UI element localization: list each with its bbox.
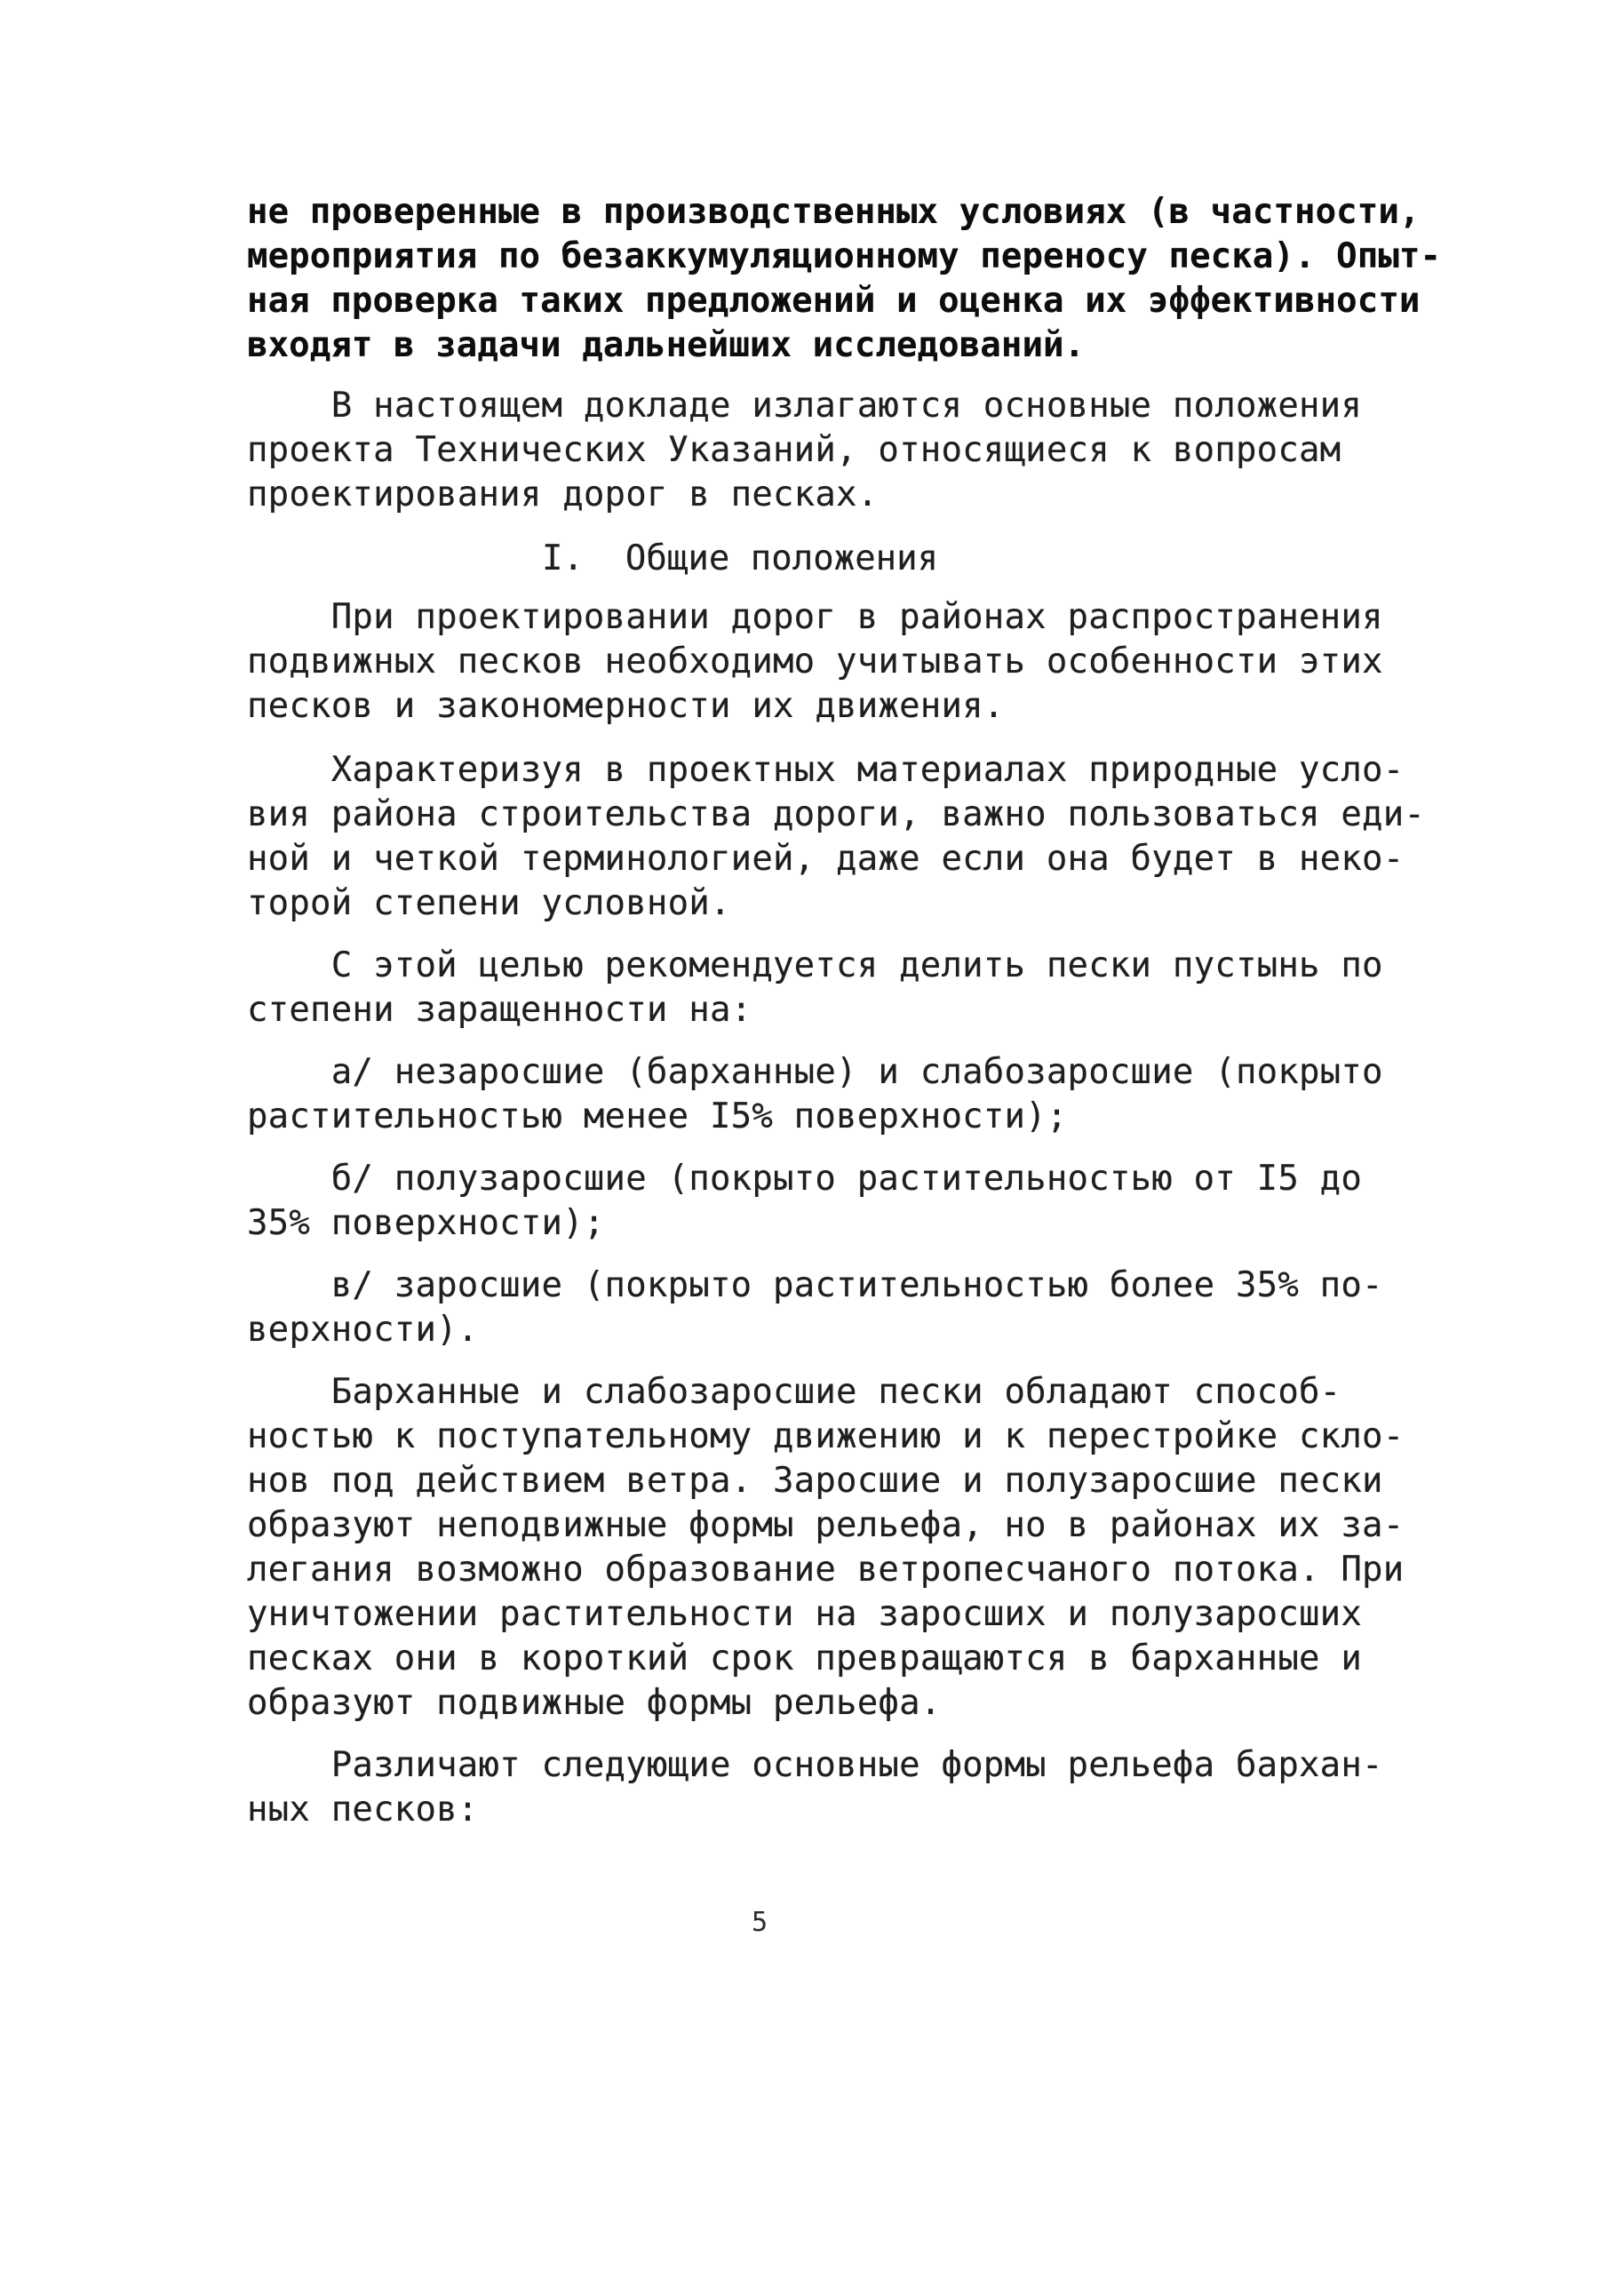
text-line: в/ заросшие (покрыто растительностью более 35% по-	[247, 1265, 1383, 1305]
text-line: проекта Технических Указаний, относящиеся к вопросам	[247, 430, 1341, 470]
text-line: При проектировании дорог в районах распространения	[247, 597, 1383, 637]
text-line: нов под действием ветра. Заросшие и полузаросшие пески	[247, 1461, 1383, 1501]
text-line: песках они в короткий срок превращаются в барханные и	[247, 1638, 1363, 1678]
text-line: Характеризуя в проектных материалах природные усло-	[247, 750, 1405, 790]
text-line: образуют подвижные формы рельефа.	[247, 1683, 942, 1723]
text-line: растительностью менее I5% поверхности);	[247, 1096, 1068, 1136]
text-line: торой степени условной.	[247, 883, 731, 923]
text-line: подвижных песков необходимо учитывать особенности этих	[247, 642, 1383, 682]
text-line: ной и четкой терминологией, даже если она будет в неко-	[247, 839, 1405, 879]
text-line: входят в задачи дальнейших исследований.	[247, 325, 1086, 365]
text-line: проектирования дорог в песках.	[247, 474, 879, 514]
text-line: 35% поверхности);	[247, 1203, 605, 1243]
text-line: Барханные и слабозаросшие пески обладают способ-	[247, 1372, 1341, 1412]
text-line: С этой целью рекомендуется делить пески пустынь по	[247, 945, 1383, 985]
page-number: 5	[752, 1907, 768, 1938]
text-line: степени заращенности на:	[247, 990, 752, 1030]
text-line: В настоящем докладе излагаются основные положения	[247, 386, 1363, 426]
text-line: ных песков:	[247, 1790, 479, 1830]
text-line: песков и закономерности их движения.	[247, 686, 1005, 726]
text-line: б/ полузаросшие (покрыто растительностью от I5 до	[247, 1159, 1363, 1199]
text-line: ностью к поступательному движению и к перестройке скло-	[247, 1416, 1405, 1456]
text-line: вия района строительства дороги, важно пользоваться еди-	[247, 794, 1426, 834]
text-line: образуют неподвижные формы рельефа, но в районах их за-	[247, 1505, 1405, 1545]
text-line: мероприятия по безаккумуляционному переносу песка). Опыт-	[247, 236, 1442, 276]
text-line: Различают следующие основные формы рельефа бархан-	[247, 1745, 1383, 1785]
text-line: верхности).	[247, 1310, 479, 1350]
text-line: уничтожении растительности на заросших и полузаросших	[247, 1594, 1363, 1634]
text-line: ная проверка таких предложений и оценка их эффективности	[247, 281, 1421, 321]
text-line: не проверенные в производственных условиях (в частности,	[247, 192, 1421, 232]
section-heading: I. Общие положения	[542, 538, 939, 578]
text-line: легания возможно образование ветропесчаного потока. При	[247, 1550, 1405, 1590]
text-line: а/ незаросшие (барханные) и слабозаросшие (покрыто	[247, 1052, 1383, 1092]
